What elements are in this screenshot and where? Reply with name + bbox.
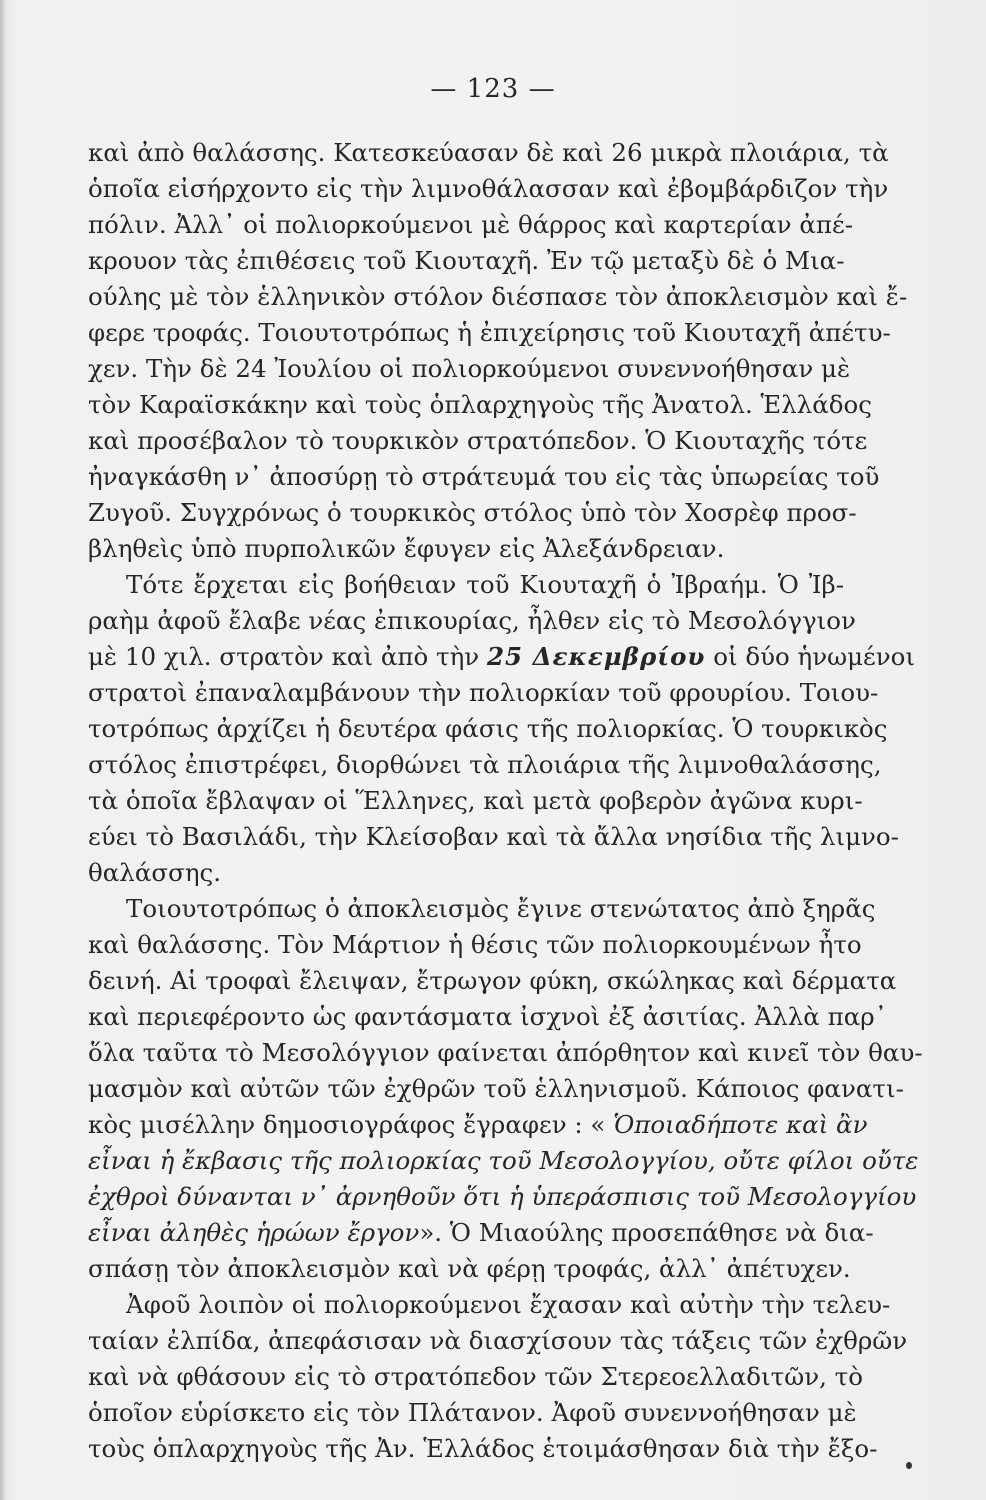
text-line: [88, 639, 915, 675]
quote-italic: εἶναι ἀληθὲς ἡρώων ἔργον: [88, 1218, 420, 1247]
text-line: ὅλα ταῦτα τὸ Μεσολόγγιον φαίνεται ἀπόρθητον καὶ κινεῖ τὸν θαυ-: [88, 1038, 923, 1067]
text-line: καὶ θαλάσσης. Τὸν Μάρτιον ἡ θέσις τῶν πολιορκουμένων ἦτο: [88, 930, 862, 959]
text-line: στρατοὶ ἐπαναλαμβάνουν τὴν πολιορκίαν τοῦ φρουρίου. Τοιου-: [88, 678, 879, 707]
text-line: ὁποῖον εὑρίσκετο εἰς τὸν Πλάτανον. Ἀφοῦ συνεννοήθησαν μὲ: [88, 1398, 857, 1427]
text-line: εἶναι ἡ ἔκβασις τῆς πολιορκίας τοῦ Μεσολογγίου, οὔτε φίλοι οὔτε: [88, 1146, 919, 1175]
text-line: ὁποῖα εἰσήρχοντο εἰς τὴν λιμνοθάλασσαν καὶ ἐβομβάρδιζον τὴν: [88, 174, 889, 203]
quote-italic: Ὁποιαδήποτε καὶ ἂν: [613, 1110, 868, 1139]
text-line: κρουον τὰς ἐπιθέσεις τοῦ Κιουταχῆ. Ἐν τῷ μεταξὺ δὲ ὁ Μια-: [88, 246, 845, 275]
text-line: πόλιν. Ἀλλ᾽ οἱ πολιορκούμενοι μὲ θάρρος καὶ καρτερίαν ἀπέ-: [88, 210, 853, 239]
text-line: τοτρόπως ἀρχίζει ἡ δευτέρα φάσις τῆς πολιορκίας. Ὁ τουρκικὸς: [88, 714, 888, 743]
text-line: στόλος ἐπιστρέφει, διορθώνει τὰ πλοιάρια τῆς λιμνοθαλάσσης,: [88, 750, 882, 779]
text-line: Τοιουτοτρόπως ὁ ἀποκλεισμὸς ἔγινε στενώτατος ἀπὸ ξηρᾶς: [126, 894, 876, 923]
line-segment: οἱ δύο ἡνωμένοι: [713, 642, 915, 671]
text-line: καὶ περιεφέροντο ὡς φαντάσματα ἰσχνοὶ ἐξ ἀσιτίας. Ἀλλὰ παρ᾽: [88, 1002, 887, 1031]
ink-speck: [906, 1462, 912, 1469]
text-line: τοὺς ὁπλαρχηγοὺς τῆς Ἀν. Ἑλλάδος ἑτοιμάσθησαν διὰ τὴν ἔξο-: [88, 1434, 878, 1463]
text-line: ταίαν ἐλπίδα, ἀπεφάσισαν νὰ διασχίσουν τὰς τάξεις τῶν ἐχθρῶν: [88, 1326, 908, 1355]
text-line: ἠναγκάσθη ν᾽ ἀποσύρῃ τὸ στράτευμά του εἰς τὰς ὑπωρείας τοῦ: [88, 462, 880, 491]
text-line: ἐχθροὶ δύνανται ν᾽ ἀρνηθοῦν ὅτι ἡ ὑπεράσπισις τοῦ Μεσολογγίου: [88, 1182, 917, 1211]
line-segment: μὲ 10 χιλ. στρατὸν καὶ ἀπὸ τὴν: [88, 642, 480, 671]
text-line: εύει τὸ Βασιλάδι, τὴν Κλείσοβαν καὶ τὰ ἄλλα νησίδια τῆς λιμνο-: [88, 822, 899, 851]
text-line: Ζυγοῦ. Συγχρόνως ὁ τουρκικὸς στόλος ὑπὸ τὸν Χοσρὲφ προσ-: [88, 498, 857, 527]
line-segment: ». Ὁ Μιαούλης προσεπάθησε νὰ δια-: [419, 1218, 874, 1247]
text-line: καὶ νὰ φθάσουν εἰς τὸ στρατόπεδον τῶν Στερεοελλαδιτῶν, τὸ: [88, 1362, 863, 1391]
text-line: ούλης μὲ τὸν ἑλληνικὸν στόλον διέσπασε τὸν ἀποκλεισμὸν καὶ ἔ-: [88, 282, 908, 311]
text-line: καὶ ἀπὸ θαλάσσης. Κατεσκεύασαν δὲ καὶ 26 μικρὰ πλοιάρια, τὰ: [88, 138, 889, 167]
text-line: φερε τροφάς. Τοιουτοτρόπως ἡ ἐπιχείρησις τοῦ Κιουταχῆ ἀπέτυ-: [88, 318, 891, 347]
page-number: — 123 —: [430, 74, 556, 104]
text-line: θαλάσσης.: [88, 858, 222, 887]
text-line: χεν. Τὴν δὲ 24 Ἰουλίου οἱ πολιορκούμενοι συνεννοήθησαν μὲ: [88, 354, 851, 383]
line-segment: κὸς μισέλλην δημοσιογράφος ἔγραφεν : «: [88, 1110, 606, 1139]
text-line: βληθεὶς ὑπὸ πυρπολικῶν ἔφυγεν εἰς Ἀλεξάνδρειαν.: [88, 534, 725, 563]
text-line: Ἀφοῦ λοιπὸν οἱ πολιορκούμενοι ἔχασαν καὶ αὐτὴν τὴν τελευ-: [126, 1290, 891, 1319]
binding-edge: [0, 0, 6, 1500]
text-line: τὰ ὁποῖα ἔβλαψαν οἱ Ἕλληνες, καὶ μετὰ φοβερὸν ἀγῶνα κυρι-: [88, 786, 863, 815]
text-line: Τότε ἔρχεται εἰς βοήθειαν τοῦ Κιουταχῆ ὁ Ἰβραήμ. Ὁ Ἰβ-: [126, 570, 844, 599]
date-emphasis: 25 Δεκεμβρίου: [486, 642, 706, 671]
text-line: σπάσῃ τὸν ἀποκλεισμὸν καὶ νὰ φέρῃ τροφάς, ἀλλ᾽ ἀπέτυχεν.: [88, 1254, 851, 1283]
text-line: τὸν Καραϊσκάκην καὶ τοὺς ὁπλαρχηγοὺς τῆς Ἀνατολ. Ἑλλάδος: [88, 390, 872, 419]
text-line: [88, 1215, 874, 1251]
text-line: [88, 1107, 868, 1143]
text-line: μασμὸν καὶ αὐτῶν τῶν ἐχθρῶν τοῦ ἑλληνισμοῦ. Κάποιος φανατι-: [88, 1074, 904, 1103]
text-line: καὶ προσέβαλον τὸ τουρκικὸν στρατόπεδον. Ὁ Κιουταχῆς τότε: [88, 426, 868, 455]
body-text: [88, 135, 923, 1467]
text-line: ραὴμ ἀφοῦ ἔλαβε νέας ἐπικουρίας, ἦλθεν εἰς τὸ Μεσολόγγιον: [88, 606, 856, 635]
text-line: δεινή. Αἱ τροφαὶ ἔλειψαν, ἔτρωγον φύκη, σκώληκας καὶ δέρματα: [88, 966, 897, 995]
